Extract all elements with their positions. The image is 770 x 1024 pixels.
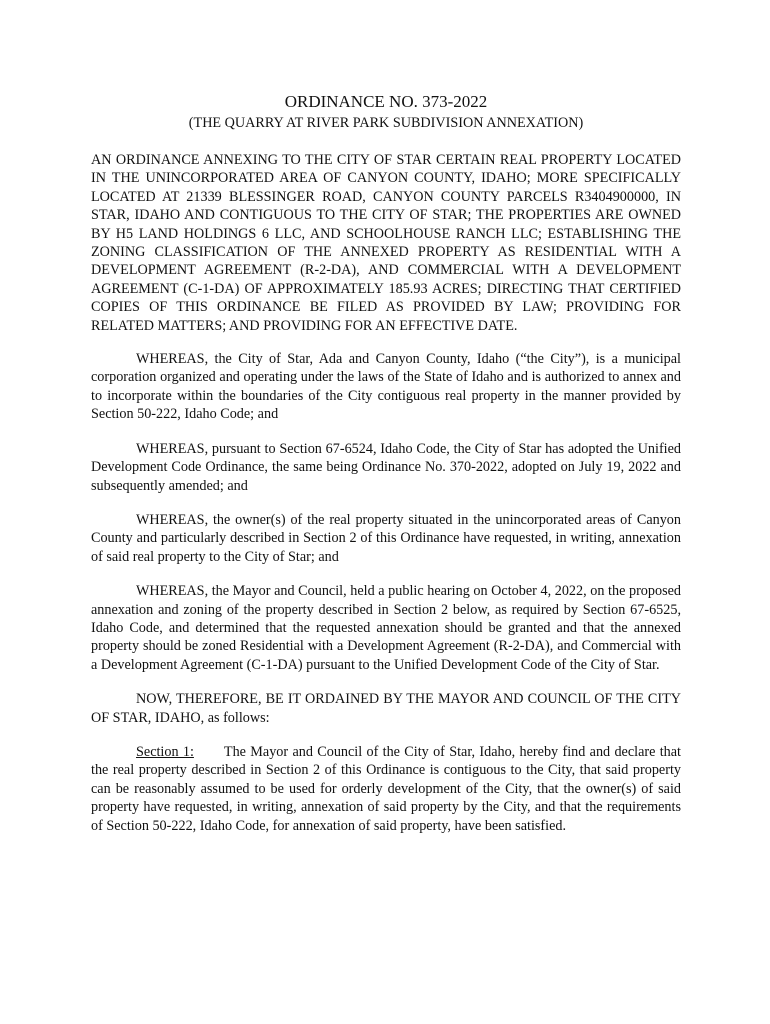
ordinance-intro: AN ORDINANCE ANNEXING TO THE CITY OF STAR CERTAIN REAL PROPERTY LOCATED IN THE UNINCORPORATED AREA OF CANYON COUNTY, IDAHO; MORE SPECIFICALLY LOCATED AT 21339 BLESSINGER ROAD, CANYON COUNTY PARCELS R3404900000, IN STAR, IDAHO AND CONTIGUOUS TO THE CITY OF STAR; THE PROPERTIES ARE OWNED BY H5 LAND HOLDINGS 6 LLC, AND SCHOOLHOUSE RANCH LLC; ESTABLISHING THE ZONING CLASSIFICATION OF THE ANNEXED PROPERTY AS RESIDENTIAL WITH A DEVELOPMENT AGREEMENT (R-2-DA), AND COMMERCIAL WITH A DEVELOPMENT AGREEMENT (C-1-DA) OF APPROXIMATELY 185.93 ACRES; DIRECTING THAT CERTIFIED COPIES OF THIS ORDINANCE BE FILED AS PROVIDED BY LAW; PROVIDING FOR RELATED MATTERS; AND PROVIDING FOR AN EFFECTIVE DATE. — [91, 152, 681, 334]
ordinance-title: ORDINANCE NO. 373-2022 — [284, 92, 488, 111]
section-1-text: The Mayor and Council of the City of Star, Idaho, hereby find and declare that the real property described in Section 2 of this Ordinance is contiguous to the City, that said property can be reasonably assumed to be used for orderly development of the City, that the owner(s) of said property have requested, in writing, annexation of said property by the City, and that the requirements of Section 50-222, Idaho Code, for annexation of said property, have been satisfied. — [91, 743, 682, 834]
section-1-paragraph — [91, 743, 681, 835]
ordinance-subtitle: (THE QUARRY AT RIVER PARK SUBDIVISION ANNEXATION) — [188, 115, 584, 131]
whereas-paragraph-3: WHEREAS, the owner(s) of the real property situated in the unincorporated areas of Canyon County and particularly described in Section 2 of this Ordinance have requested, in writing, annexation of said real property to the City of Star; and — [91, 511, 681, 565]
ordained-paragraph: NOW, THEREFORE, BE IT ORDAINED BY THE MAYOR AND COUNCIL OF THE CITY OF STAR, IDAHO, as follows: — [91, 691, 681, 726]
section-1-label: Section 1: — [136, 743, 194, 760]
whereas-paragraph-1: WHEREAS, the City of Star, Ada and Canyon County, Idaho (“the City”), is a municipal corporation organized and operating under the laws of the State of Idaho and is authorized to annex and to incorporate within the boundaries of the City contiguous real property in the manner provided by Section 50-222, Idaho Code; and — [91, 351, 681, 423]
whereas-paragraph-2: WHEREAS, pursuant to Section 67-6524, Idaho Code, the City of Star has adopted the Unified Development Code Ordinance, the same being Ordinance No. 370-2022, adopted on July 19, 2022 and subsequently amended; and — [91, 440, 681, 494]
document-body — [91, 92, 681, 835]
whereas-paragraph-4: WHEREAS, the Mayor and Council, held a public hearing on October 4, 2022, on the proposed annexation and zoning of the property described in Section 2 below, as required by Section 67-6525, Idaho Code, and determined that the requested annexation should be granted and that the annexed property should be zoned Residential with a Development Agreement (R-2-DA), and Commercial with a Development Agreement (C-1-DA) pursuant to the Unified Development Code of the City of Star. — [91, 583, 681, 673]
